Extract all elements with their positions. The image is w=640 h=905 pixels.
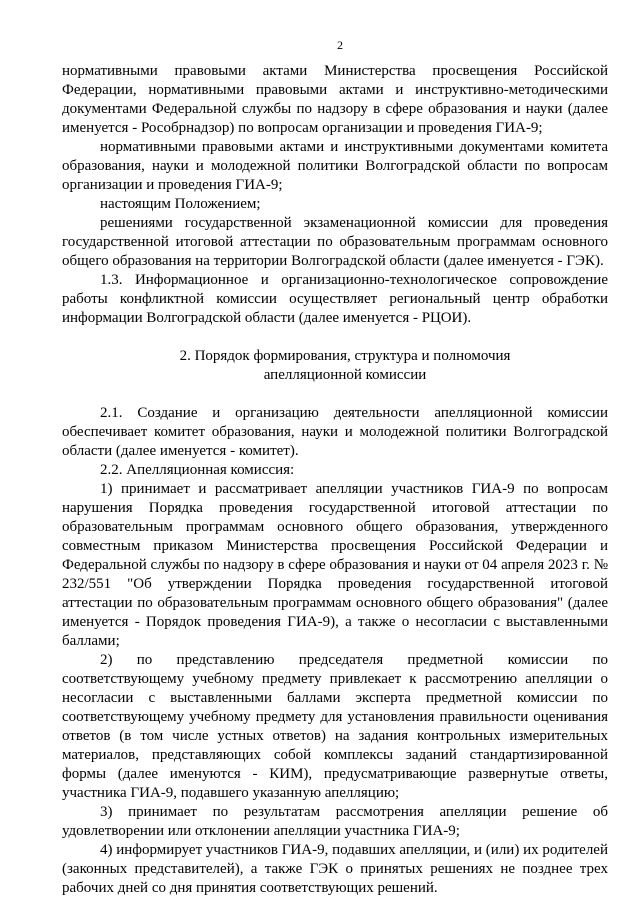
paragraph-1-3-rcoi: 1.3. Информационное и организационно-технологическое сопровождение работы конфликтной комиссии осуществляет региональный центр обработки информации Волгоградской области (далее именуется - РЦОИ). <box>62 272 608 326</box>
section-2-heading <box>62 347 608 385</box>
paragraph-2-2-item-3: 3) принимает по результатам рассмотрения апелляции решение об удовлетворении или отклонении апелляции участника ГИА-9; <box>62 804 608 839</box>
paragraph-2-2-item-4: 4) информирует участников ГИА-9, подавших апелляции, и (или) их родителей (законных представителей), а также ГЭК о принятых решениях не позднее трех рабочих дней со дня принятия соответствующих решений. <box>62 842 608 896</box>
paragraph-gek-decisions: решениями государственной экзаменационной комиссии для проведения государственной итоговой аттестации по образовательным программам основного общего образования на территории Волгоградской области (далее именуется - ГЭК). <box>62 215 608 269</box>
section-2-heading-line1: 2. Порядок формирования, структура и полномочия <box>179 348 511 364</box>
paragraph-this-regulation: настоящим Положением; <box>100 196 261 212</box>
paragraph-2-1: 2.1. Создание и организацию деятельности апелляционной комиссии обеспечивает комитет образования, науки и молодежной политики Волгоградской области (далее именуется - комитет). <box>62 405 608 459</box>
paragraph-normative-acts-committee: нормативными правовыми актами и инструктивными документами комитета образования, науки и молодежной политики Волгоградской области по вопросам организации и проведения ГИА-9; <box>62 139 608 193</box>
paragraph-2-2-item-2: 2) по представлению председателя предметной комиссии по соответствующему учебному предмету привлекает к рассмотрению апелляции о несогласии с выставленными баллами эксперта предметной комиссии по соответствующему учебному предмету для установления правильности оценивания ответов (в том числе устных ответов) на задания контрольных измерительных материалов, представляющих собой комплексы заданий стандартизированной формы (далее именуются - КИМ), предусматривающие развернутые ответы, участника ГИА-9, подавшего указанную апелляцию; <box>62 652 608 801</box>
paragraph-normative-acts-ministry: нормативными правовыми актами Министерства просвещения Российской Федерации, нормативными правовыми актами и инструктивно-методическими документами Федеральной службы по надзору в сфере образования и науки (далее именуется - Рособрнадзор) по вопросам организации и проведения ГИА-9; <box>62 63 608 136</box>
section-2-heading-line2: апелляционной комиссии <box>263 367 427 383</box>
page-number: 2 <box>337 38 343 52</box>
paragraph-2-2: 2.2. Апелляционная комиссия: <box>100 462 295 478</box>
paragraph-2-2-item-1: 1) принимает и рассматривает апелляции участников ГИА-9 по вопросам нарушения Порядка проведения государственной итоговой аттестации по образовательным программам основного общего образования, утвержденного совместным приказом Министерства просвещения Российской Федерации и Федеральной службы по надзору в сфере образования и науки от 04 апреля 2023 г. № 232/551 "Об утверждении Порядка проведения государственной итоговой аттестации по образовательным программам основного общего образования" (далее именуется - Порядок проведения ГИА-9), а также о несогласии с выставленными баллами; <box>62 481 608 649</box>
